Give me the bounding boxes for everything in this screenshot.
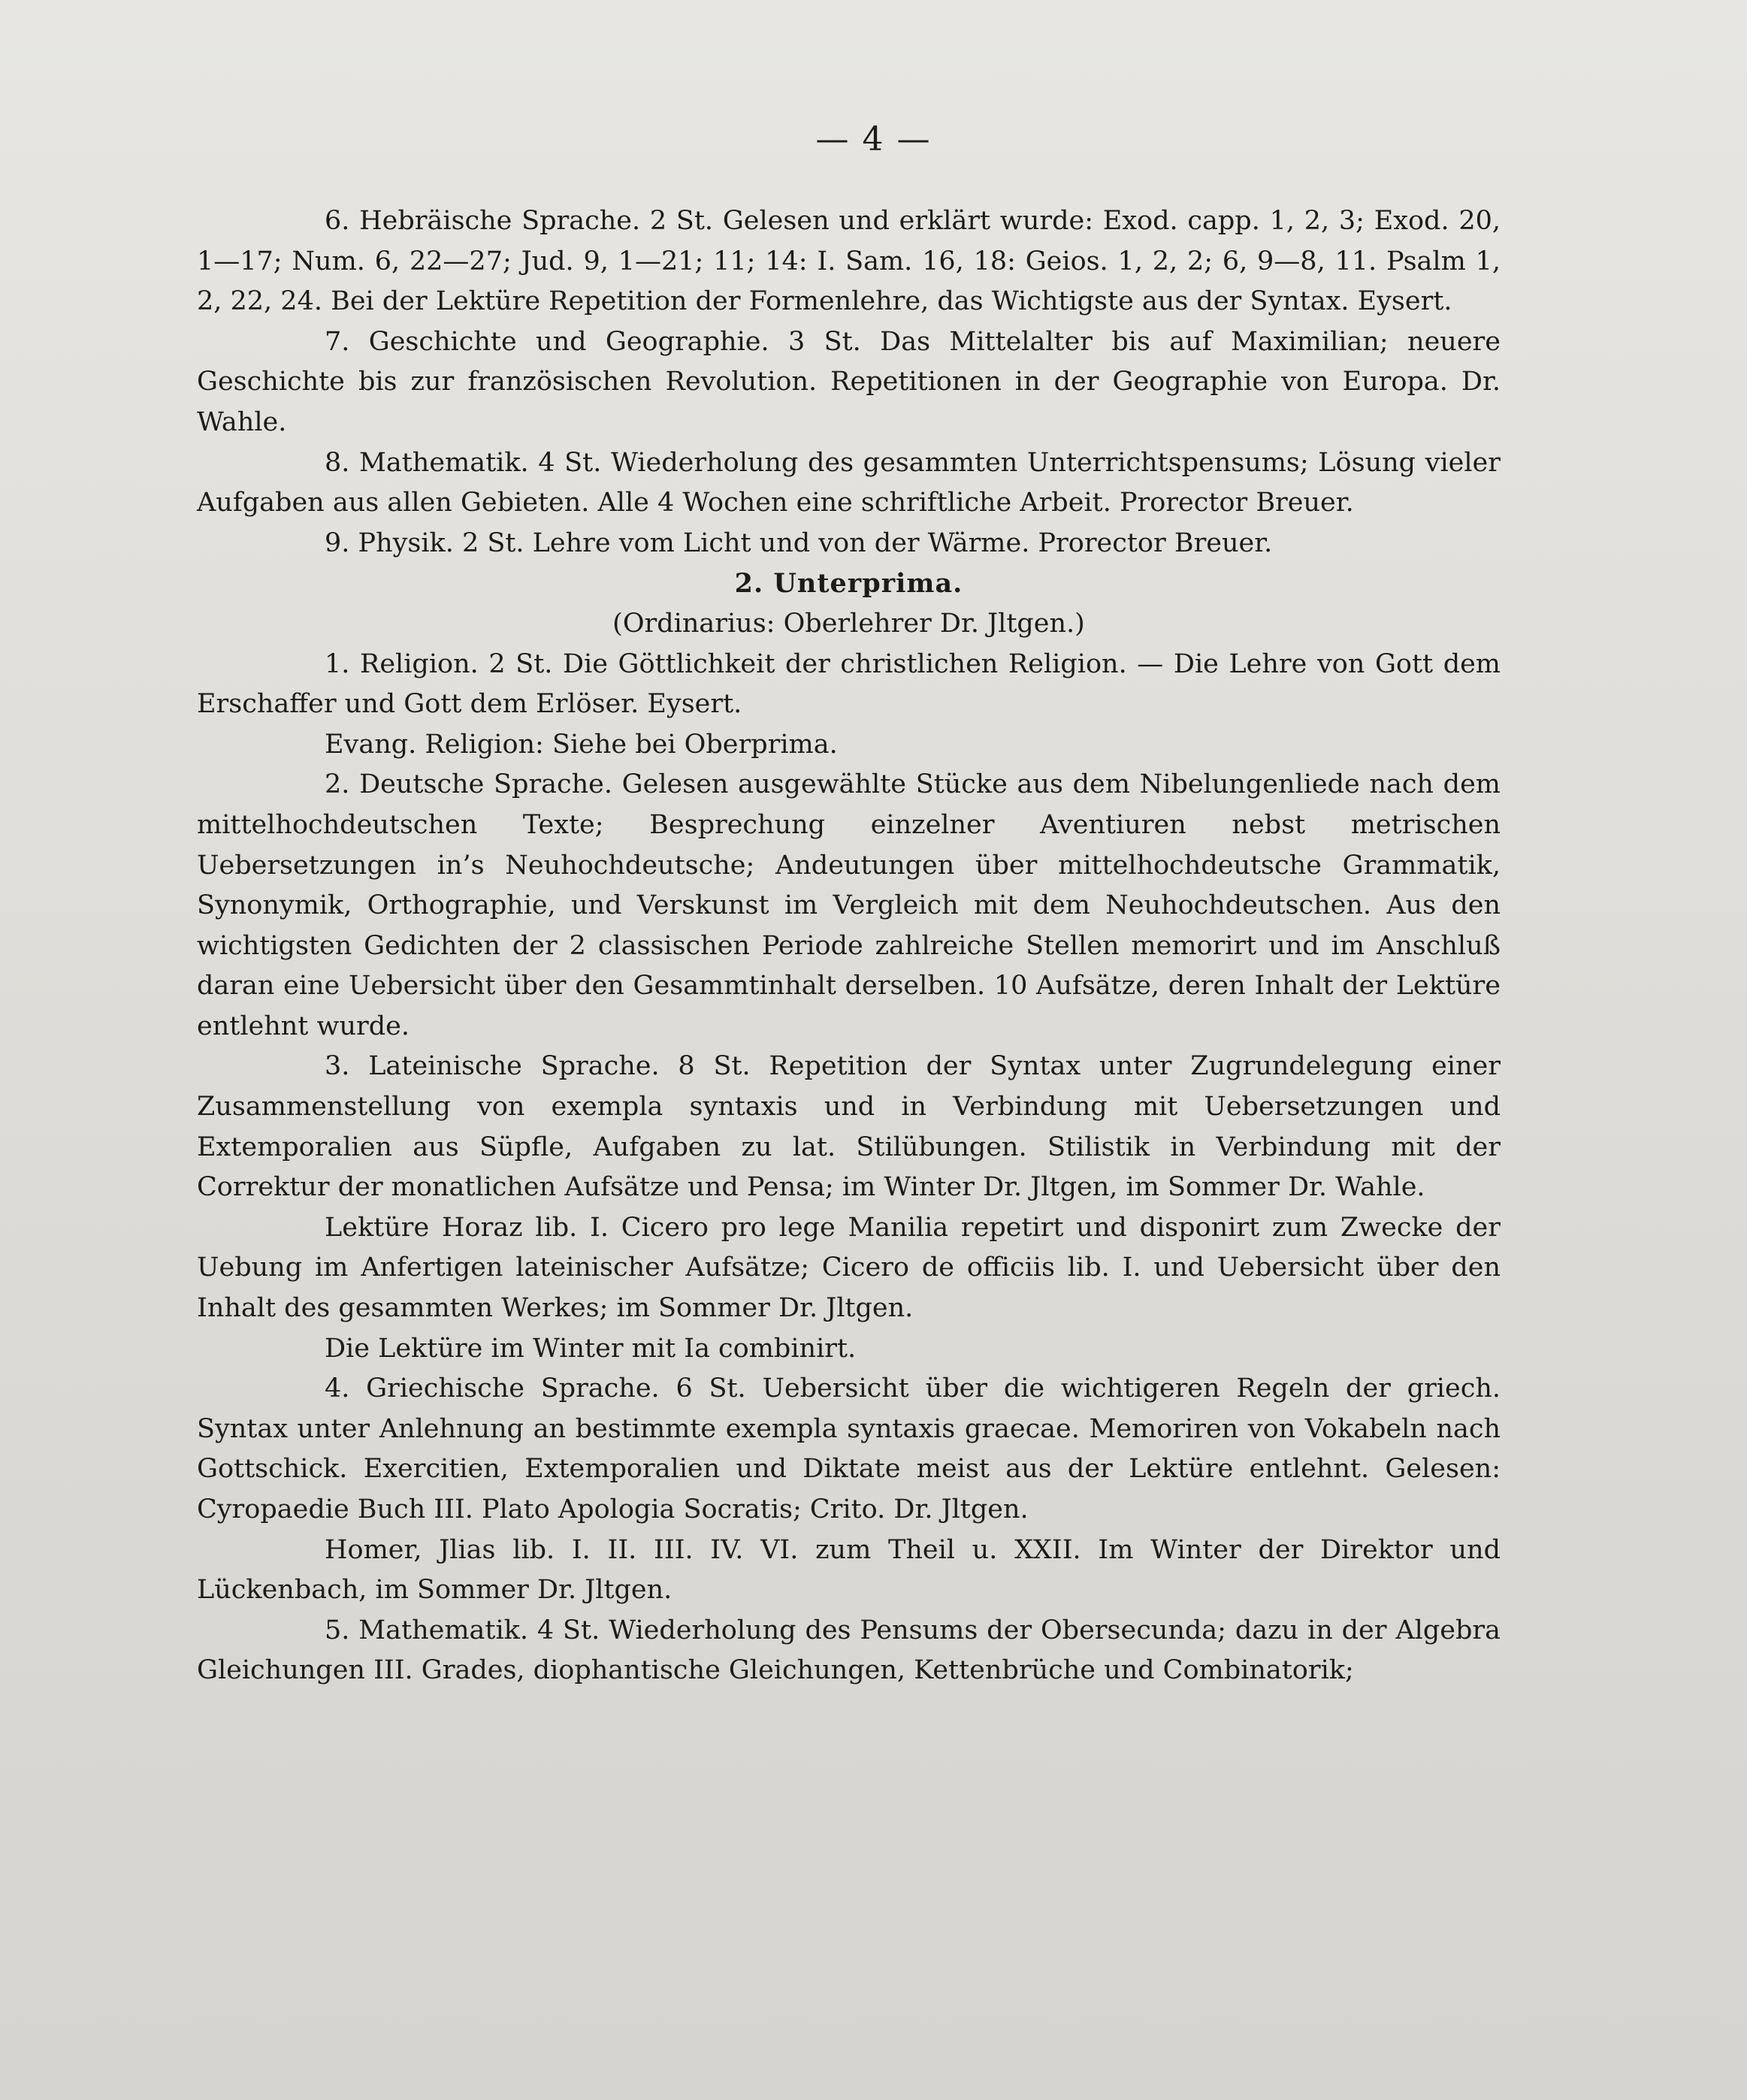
paragraph-mathematics-unterprima: 5. Mathematik. 4 St. Wiederholung des Pensums der Obersecunda; dazu in der Algebra Gleichungen III. Grades, diophantische Gleichungen, Kettenbrüche und Combinatorik; xyxy=(197,1615,1501,1686)
paragraph-latin-winter: Die Lektüre im Winter mit Ia combinirt. xyxy=(325,1333,857,1364)
paragraph-mathematics: 8. Mathematik. 4 St. Wiederholung des gesammten Unterrichtspensums; Lösung vieler Aufgaben aus allen Gebieten. Alle 4 Wochen eine schriftliche Arbeit. Prorector Breuer. xyxy=(197,447,1501,518)
paragraph-greek: 4. Griechische Sprache. 6 St. Uebersicht über die wichtigeren Regeln der griech. Syntax unter Anlehnung an bestimmte exempla syntaxis graecae. Memoriren von Vokabeln nach Gottschick. Exercitien, Extemporalien und Diktate meist aus der Lektüre entlehnt. Gelesen: Cyropaedie Buch III. Plato Apologia Socratis; Crito. Dr. Jltgen. xyxy=(197,1373,1501,1524)
paragraph-homer: Homer, Jlias lib. I. II. III. IV. VI. zum Theil u. XXII. Im Winter der Direktor und Lückenbach, im Sommer Dr. Jltgen. xyxy=(197,1534,1501,1606)
paragraph-hebrew: 6. Hebräische Sprache. 2 St. Gelesen und erklärt wurde: Exod. capp. 1, 2, 3; Exod. 20, 1—17; Num. 6, 22—27; Jud. 9, 1—21; 11; 14: I. Sam. 16, 18: Geios. 1, 2, 2; 6, 9—8, 11. Psalm 1, 2, 22, 24. Bei der Lektüre Repetition der Formenlehre, das Wichtigste aus der Syntax. Eysert. xyxy=(197,206,1501,317)
paragraph-physics: 9. Physik. 2 St. Lehre vom Licht und von der Wärme. Prorector Breuer. xyxy=(325,527,1273,558)
section-title: 2. Unterprima. xyxy=(734,568,963,600)
paragraph-german: 2. Deutsche Sprache. Gelesen ausgewählte Stücke aus dem Nibelungenliede nach dem mittelhochdeutschen Texte; Besprechung einzelner Aventiuren nebst metrischen Uebersetzungen in’s Neuhochdeutsche; Andeutungen über mittelhochdeutsche Grammatik, Synonymik, Orthographie, und Verskunst im Vergleich mit dem Neuhochdeutschen. Aus den wichtigsten Gedichten der 2 classischen Periode zahlreiche Stellen memorirt und im Anschluß daran eine Uebersicht über den Gesammtinhalt derselben. 10 Aufsätze, deren Inhalt der Lektüre entlehnt wurde. xyxy=(197,769,1501,1041)
page-number: — 4 — xyxy=(815,120,932,159)
paragraph-religion: 1. Religion. 2 St. Die Göttlichkeit der christlichen Religion. — Die Lehre von Gott dem Erschaffer und Gott dem Erlöser. Eysert. xyxy=(197,648,1501,720)
paragraph-latin-reading: Lektüre Horaz lib. I. Cicero pro lege Manilia repetirt und disponirt zum Zwecke der Uebung im Anfertigen lateinischer Aufsätze; Cicero de officiis lib. I. und Uebersicht über den Inhalt des gesammten Werkes; im Sommer Dr. Jltgen. xyxy=(197,1212,1501,1324)
paragraph-history: 7. Geschichte und Geographie. 3 St. Das Mittelalter bis auf Maximilian; neuere Geschichte bis zur französischen Revolution. Repetitionen in der Geographie von Europa. Dr. Wahle. xyxy=(197,326,1501,437)
paragraph-latin: 3. Lateinische Sprache. 8 St. Repetition der Syntax unter Zugrundelegung einer Zusammenstellung von exempla syntaxis und in Verbindung mit Uebersetzungen und Extemporalien aus Süpfle, Aufgaben zu lat. Stilübungen. Stilistik in Verbindung mit der Correktur der monatlichen Aufsätze und Pensa; im Winter Dr. Jltgen, im Sommer Dr. Wahle. xyxy=(197,1051,1501,1203)
body-text xyxy=(197,201,1501,1691)
paragraph-evang-religion: Evang. Religion: Siehe bei Oberprima. xyxy=(325,729,838,760)
section-subtitle: (Ordinarius: Oberlehrer Dr. Jltgen.) xyxy=(612,608,1085,639)
